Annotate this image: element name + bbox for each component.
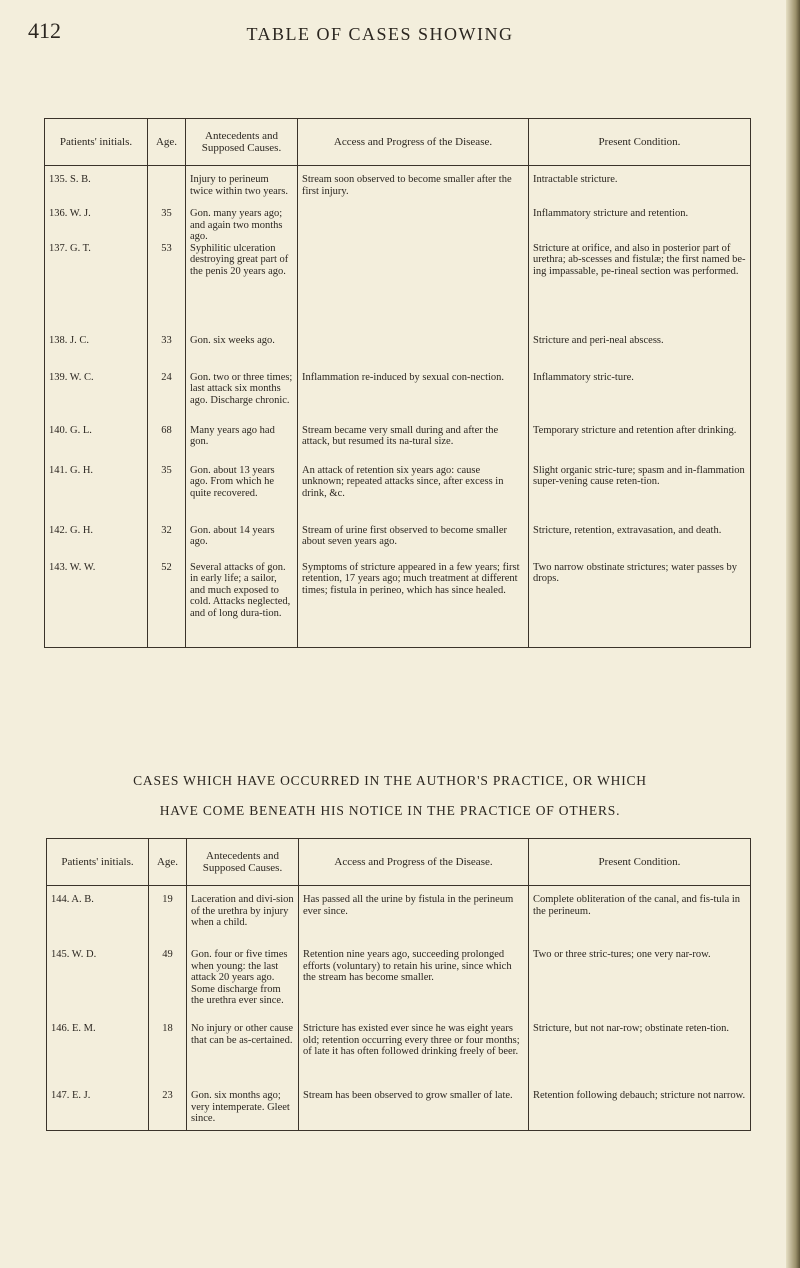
cases-table-1 <box>44 118 751 648</box>
header-antecedents: Antecedents and Supposed Causes. <box>187 839 299 886</box>
running-head: TABLE OF CASES SHOWING <box>246 24 514 44</box>
cell-initials: 139. W. C. <box>45 372 148 425</box>
cell-age <box>148 174 186 208</box>
cell-age: 23 <box>149 1090 187 1130</box>
cell-antecedents: Injury to perineum twice within two years. <box>186 174 298 208</box>
cell-access: Inflammation re-induced by sexual con-nection. <box>298 372 529 425</box>
cell-initials: 140. G. L. <box>45 425 148 465</box>
table-row <box>45 335 751 372</box>
page-number: 412 <box>28 18 61 43</box>
cell-antecedents: Many years ago had gon. <box>186 425 298 465</box>
cell-access: Stricture has existed ever since he was eight years old; retention occurring every three or four months; of late it has often followed drinking freely of beer. <box>299 1023 529 1090</box>
section-title-line-1: CASES WHICH HAVE OCCURRED IN THE AUTHOR'S PRACTICE, OR WHICH <box>133 773 647 788</box>
cell-condition: Stricture at orifice, and also in posterior part of urethra; ab-scesses and fistulæ; the first named be-ing impassable, pe-rineal section was performed. <box>529 243 751 335</box>
cell-initials: 147. E. J. <box>47 1090 149 1130</box>
table-row <box>45 243 751 335</box>
cell-condition: Retention following debauch; stricture not narrow. <box>529 1090 751 1130</box>
table-row <box>45 562 751 648</box>
cell-age: 18 <box>149 1023 187 1090</box>
cell-antecedents: Gon. about 13 years ago. From which he quite recovered. <box>186 465 298 525</box>
cell-initials: 135. S. B. <box>45 174 148 208</box>
cell-access: Has passed all the urine by fistula in the perineum ever since. <box>299 894 529 949</box>
cell-age: 35 <box>148 465 186 525</box>
table-row <box>45 208 751 243</box>
cell-access: Stream soon observed to become smaller after the first injury. <box>298 174 529 208</box>
table-row <box>47 949 751 1023</box>
header-condition: Present Condition. <box>529 839 751 886</box>
cell-initials: 138. J. C. <box>45 335 148 372</box>
cell-access <box>298 208 529 243</box>
cell-condition: Temporary stricture and retention after drinking. <box>529 425 751 465</box>
cell-antecedents: Gon. four or five times when young: the last attack 20 years ago. Some discharge from the urethra ever since. <box>187 949 299 1023</box>
cell-antecedents: Gon. about 14 years ago. <box>186 525 298 562</box>
cell-condition: Stricture, but not nar-row; obstinate reten-tion. <box>529 1023 751 1090</box>
header-age: Age. <box>148 119 186 166</box>
section-title <box>40 770 740 822</box>
header-initials: Patients' initials. <box>45 119 148 166</box>
cell-age: 52 <box>148 562 186 648</box>
cell-condition: Inflammatory stricture and retention. <box>529 208 751 243</box>
section-title-line-2: HAVE COME BENEATH HIS NOTICE IN THE PRACTICE OF OTHERS. <box>159 803 621 818</box>
table-row <box>45 525 751 562</box>
cell-initials: 141. G. H. <box>45 465 148 525</box>
cell-condition: Two or three stric-tures; one very nar-row. <box>529 949 751 1023</box>
cell-condition: Slight organic stric-ture; spasm and in-flammation super-vening cause reten-tion. <box>529 465 751 525</box>
cell-initials: 137. G. T. <box>45 243 148 335</box>
cell-antecedents: Laceration and divi-sion of the urethra by injury when a child. <box>187 894 299 949</box>
cell-age: 33 <box>148 335 186 372</box>
table-row <box>47 1090 751 1130</box>
table-header-row <box>47 839 751 886</box>
cell-antecedents: Gon. six weeks ago. <box>186 335 298 372</box>
header-age: Age. <box>149 839 187 886</box>
cell-access: Stream of urine first observed to become smaller about seven years ago. <box>298 525 529 562</box>
table-header-row <box>45 119 751 166</box>
cell-antecedents: Gon. six months ago; very intemperate. Gleet since. <box>187 1090 299 1130</box>
cell-antecedents: Several attacks of gon. in early life; a sailor, and much exposed to cold. Attacks neglected, and of long dura-tion. <box>186 562 298 648</box>
header-antecedents: Antecedents and Supposed Causes. <box>186 119 298 166</box>
cell-age: 53 <box>148 243 186 335</box>
header-access: Access and Progress of the Disease. <box>298 119 529 166</box>
cell-initials: 142. G. H. <box>45 525 148 562</box>
page-edge-shadow <box>786 0 800 1268</box>
cell-access: Retention nine years ago, succeeding prolonged efforts (voluntary) to retain his urine, since which the stream has become smaller. <box>299 949 529 1023</box>
cell-initials: 144. A. B. <box>47 894 149 949</box>
cell-antecedents: No injury or other cause that can be as-certained. <box>187 1023 299 1090</box>
cell-condition: Stricture, retention, extravasation, and death. <box>529 525 751 562</box>
cell-age: 24 <box>148 372 186 425</box>
cell-access: Stream became very small during and after the attack, but resumed its na-tural size. <box>298 425 529 465</box>
table-row <box>45 425 751 465</box>
cell-antecedents: Gon. many years ago; and again two months ago. <box>186 208 298 243</box>
cell-antecedents: Gon. two or three times; last attack six months ago. Discharge chronic. <box>186 372 298 425</box>
cell-condition: Stricture and peri-neal abscess. <box>529 335 751 372</box>
cell-condition: Two narrow obstinate strictures; water passes by drops. <box>529 562 751 648</box>
cell-access <box>298 243 529 335</box>
cell-initials: 145. W. D. <box>47 949 149 1023</box>
cell-access: Symptoms of stricture appeared in a few years; first retention, 17 years ago; much treatment at different times; fistula in perineo, which has since healed. <box>298 562 529 648</box>
cell-age: 49 <box>149 949 187 1023</box>
cell-initials: 136. W. J. <box>45 208 148 243</box>
cell-access <box>298 335 529 372</box>
cell-condition: Inflammatory stric-ture. <box>529 372 751 425</box>
cases-table-2 <box>46 838 751 1131</box>
cell-access: An attack of retention six years ago: cause unknown; repeated attacks since, after excess in drink, &c. <box>298 465 529 525</box>
cell-age: 19 <box>149 894 187 949</box>
table-row <box>45 372 751 425</box>
table-row <box>45 174 751 208</box>
table-row <box>45 465 751 525</box>
cell-age: 32 <box>148 525 186 562</box>
cell-condition: Complete obliteration of the canal, and fis-tula in the perineum. <box>529 894 751 949</box>
cell-age: 68 <box>148 425 186 465</box>
table-row <box>47 1023 751 1090</box>
cell-initials: 143. W. W. <box>45 562 148 648</box>
cell-antecedents: Syphilitic ulceration destroying great part of the penis 20 years ago. <box>186 243 298 335</box>
header-access: Access and Progress of the Disease. <box>299 839 529 886</box>
cell-age: 35 <box>148 208 186 243</box>
cell-initials: 146. E. M. <box>47 1023 149 1090</box>
table-row <box>47 894 751 949</box>
header-condition: Present Condition. <box>529 119 751 166</box>
cell-access: Stream has been observed to grow smaller of late. <box>299 1090 529 1130</box>
header-initials: Patients' initials. <box>47 839 149 886</box>
cell-condition: Intractable stricture. <box>529 174 751 208</box>
